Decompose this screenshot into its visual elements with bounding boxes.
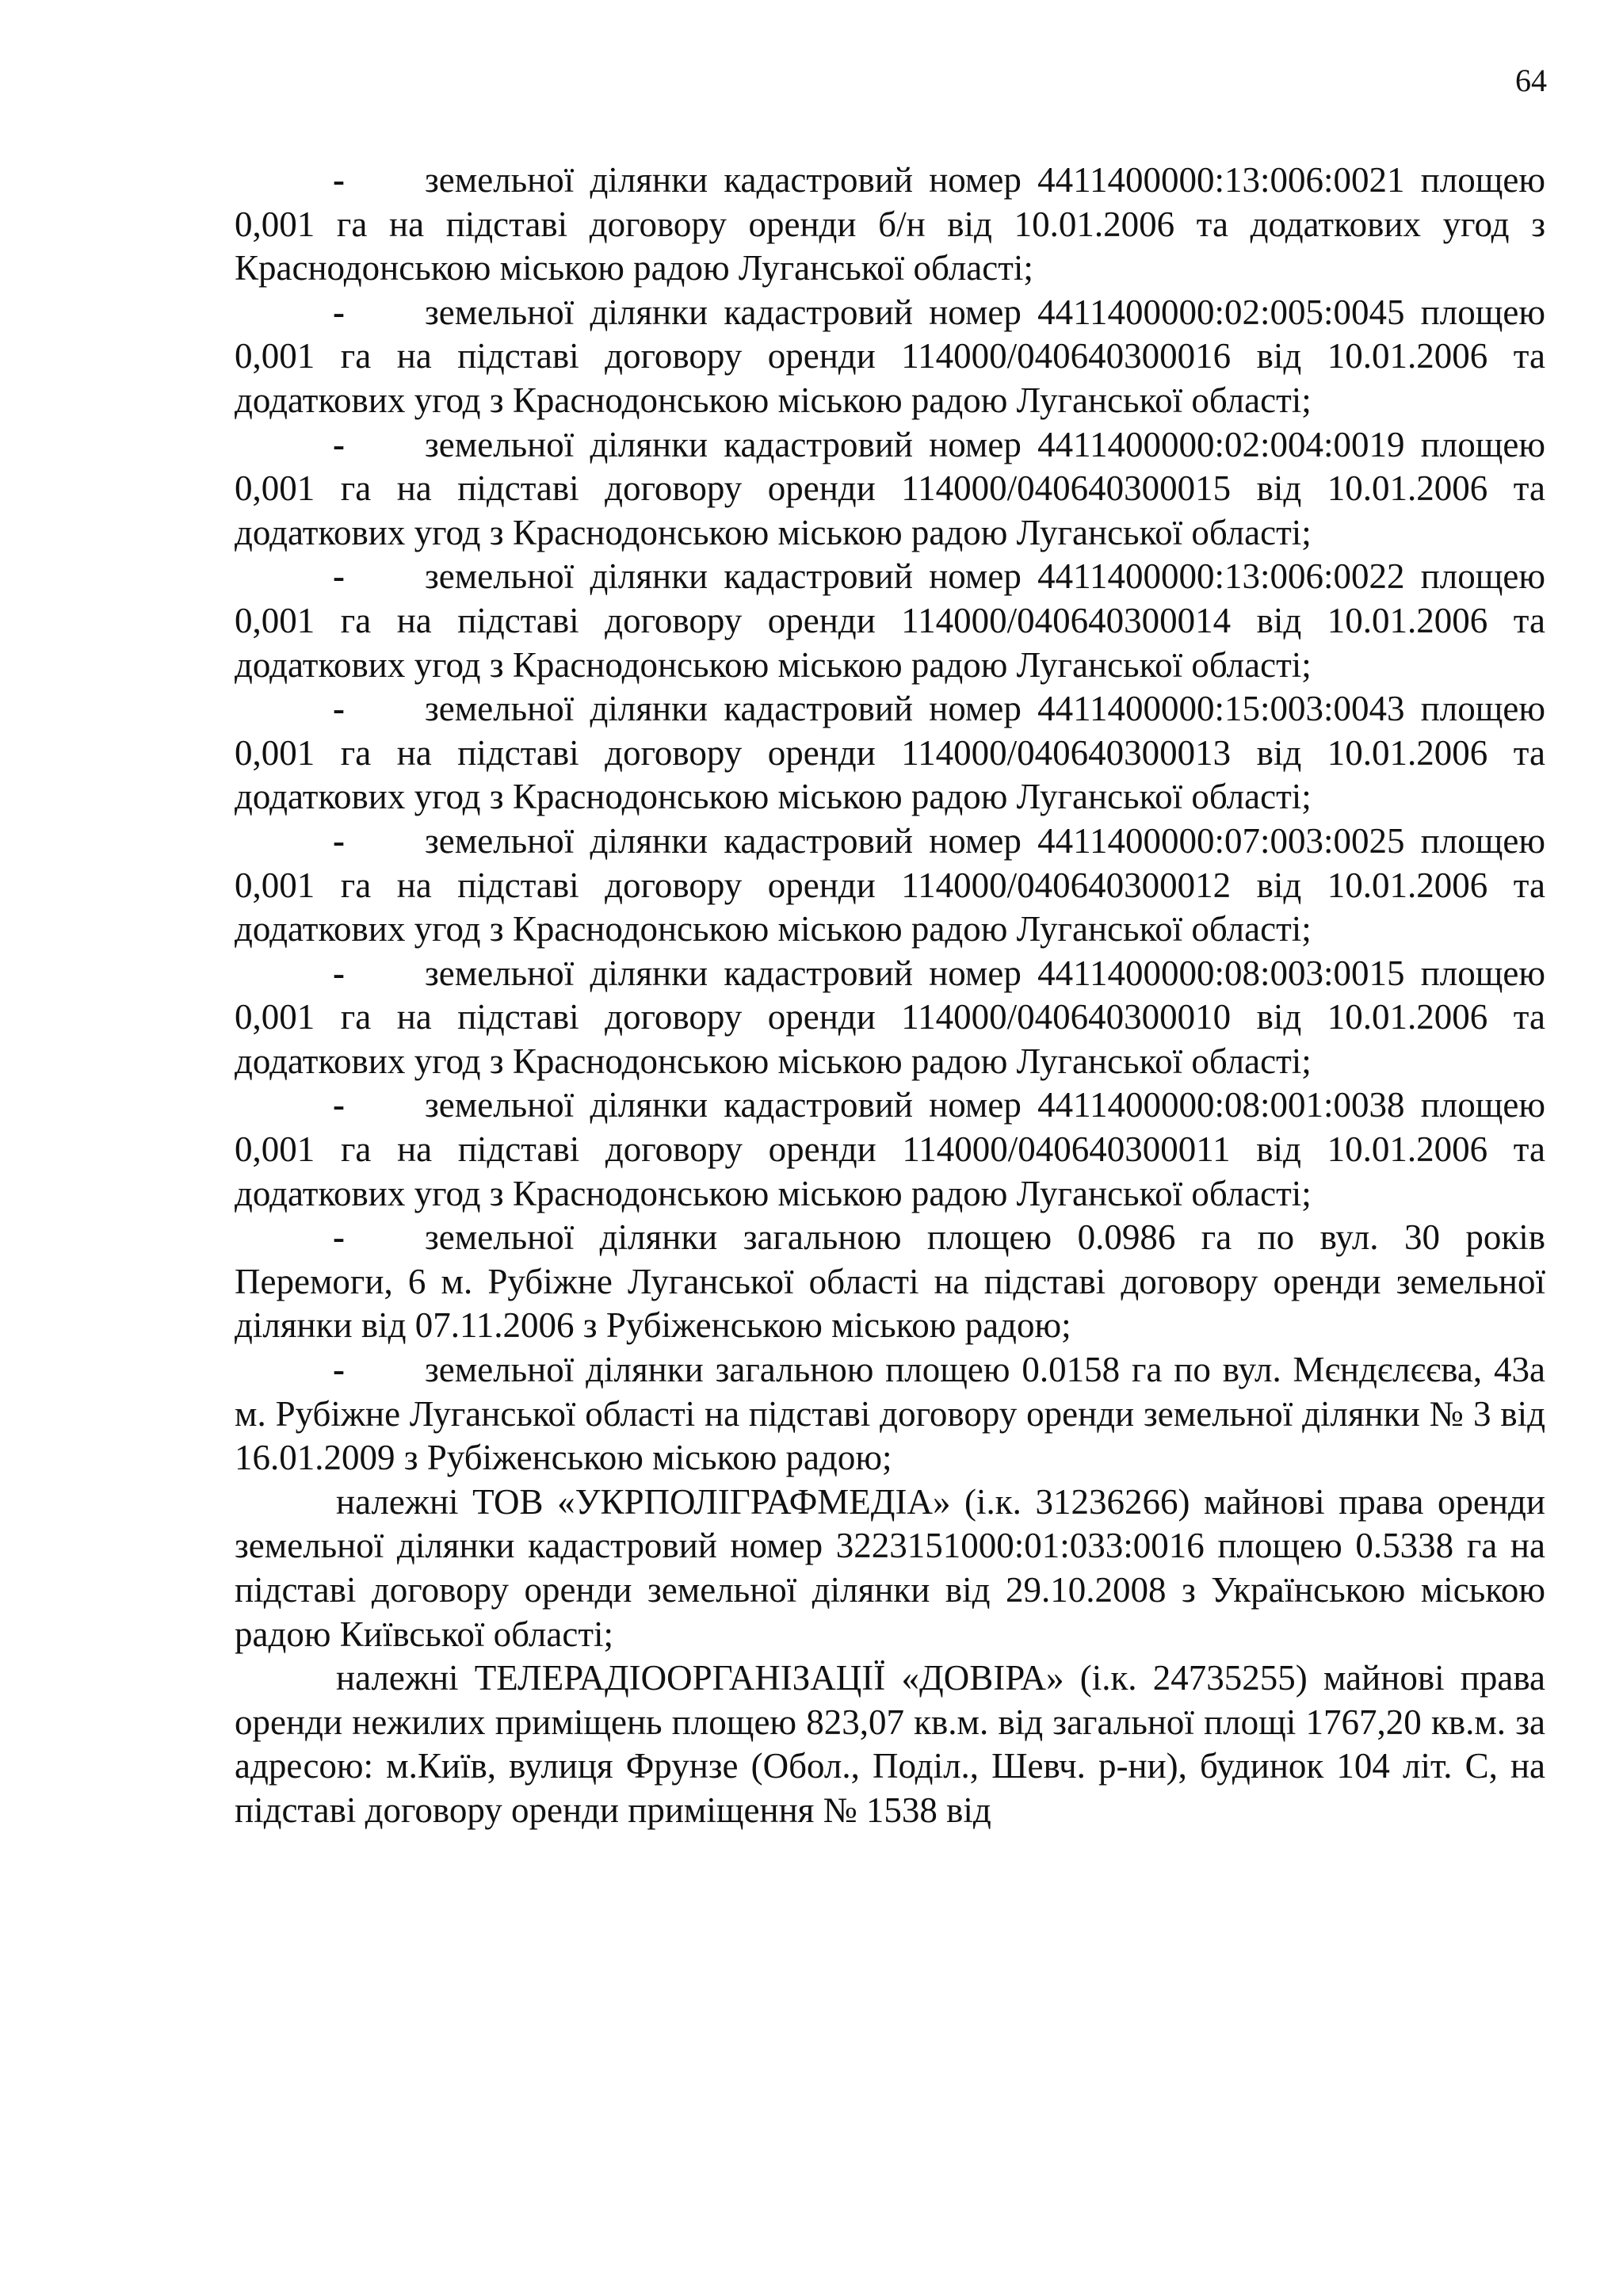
list-item-text: земельної ділянки загальною площею 0.0986 га по вул. 30 років Перемоги, 6 м. Рубіжне Луганської області на підставі договору оренди земельної ділянки від 07.11.2006 з Рубіженською міською радою; [235, 1217, 1545, 1346]
list-item-text: земельної ділянки кадастровий номер 4411400000:08:001:0038 площею 0,001 га на підставі договору оренди 114000/040640300011 від 10.01.2006 та додаткових угод з Краснодонською міською радою Луганської області; [235, 1085, 1545, 1213]
paragraph-dovira: належні ТЕЛЕРАДІООРГАНІЗАЦІЇ «ДОВІРА» (і.к. 24735255) майнові права оренди нежилих приміщень площею 823,07 кв.м. від загальної площі 1767,20 кв.м. за адресою: м.Київ, вулиця Фрунзе (Обол., Поділ., Шевч. р-ни), будинок 104 літ. С, на підставі договору оренди приміщення № 1538 від [235, 1658, 1545, 1830]
list-item-land-plot-7 [235, 952, 1545, 1084]
list-item-text: земельної ділянки кадастровий номер 4411400000:13:006:0022 площею 0,001 га на підставі договору оренди 114000/040640300014 від 10.01.2006 та додаткових угод з Краснодонською міською радою Луганської області; [235, 556, 1545, 685]
list-item-text: земельної ділянки кадастровий номер 4411400000:13:006:0021 площею 0,001 га на підставі договору оренди б/н від 10.01.2006 та додаткових угод з Краснодонською міською радою Луганської області; [235, 160, 1545, 288]
list-item-text: земельної ділянки кадастровий номер 4411400000:15:003:0043 площею 0,001 га на підставі договору оренди 114000/040640300013 від 10.01.2006 та додаткових угод з Краснодонською міською радою Луганської області; [235, 689, 1545, 817]
list-item-land-plot-1 [235, 159, 1545, 291]
list-item-land-plot-5 [235, 687, 1545, 819]
list-item-text: земельної ділянки загальною площею 0.0158 га по вул. Мєндєлєєва, 43а м. Рубіжне Луганської області на підставі договору оренди земельної ділянки № 3 від 16.01.2009 з Рубіженською міською радою; [235, 1350, 1545, 1478]
list-item-land-plot-6 [235, 819, 1545, 952]
list-item-land-plot-3 [235, 423, 1545, 556]
list-item-land-plot-2 [235, 291, 1545, 423]
dash-marker: - [333, 820, 345, 861]
list-item-text: земельної ділянки кадастровий номер 4411400000:07:003:0025 площею 0,001 га на підставі договору оренди 114000/040640300012 від 10.01.2006 та додаткових угод з Краснодонською міською радою Луганської області; [235, 820, 1545, 949]
dash-marker: - [333, 1217, 345, 1258]
document-body [235, 159, 1545, 1833]
list-item-land-plot-10 [235, 1348, 1545, 1480]
dash-marker: - [333, 953, 345, 993]
dash-marker: - [333, 292, 345, 332]
list-item-land-plot-4 [235, 555, 1545, 687]
dash-marker: - [333, 1085, 345, 1125]
dash-marker: - [333, 689, 345, 729]
dash-marker: - [333, 424, 345, 464]
dash-marker: - [333, 1350, 345, 1390]
list-item-text: земельної ділянки кадастровий номер 4411400000:08:003:0015 площею 0,001 га на підставі договору оренди 114000/040640300010 від 10.01.2006 та додаткових угод з Краснодонською міською радою Луганської області; [235, 953, 1545, 1081]
list-item-text: земельної ділянки кадастровий номер 4411400000:02:005:0045 площею 0,001 га на підставі договору оренди 114000/040640300016 від 10.01.2006 та додаткових угод з Краснодонською міською радою Луганської області; [235, 292, 1545, 420]
list-item-text: земельної ділянки кадастровий номер 4411400000:02:004:0019 площею 0,001 га на підставі договору оренди 114000/040640300015 від 10.01.2006 та додаткових угод з Краснодонською міською радою Луганської області; [235, 424, 1545, 552]
dash-marker: - [333, 556, 345, 597]
page-number: 64 [1515, 63, 1547, 98]
list-item-land-plot-9 [235, 1216, 1545, 1348]
list-item-land-plot-8 [235, 1083, 1545, 1216]
dash-marker: - [333, 160, 345, 200]
paragraph-ukrpoligrafmedia: належні ТОВ «УКРПОЛІГРАФМЕДІА» (і.к. 31236266) майнові права оренди земельної ділянки кадастровий номер 3223151000:01:033:0016 площею 0.5338 га на підставі договору оренди земельної ділянки від 29.10.2008 з Українською міською радою Київської області; [235, 1481, 1545, 1654]
